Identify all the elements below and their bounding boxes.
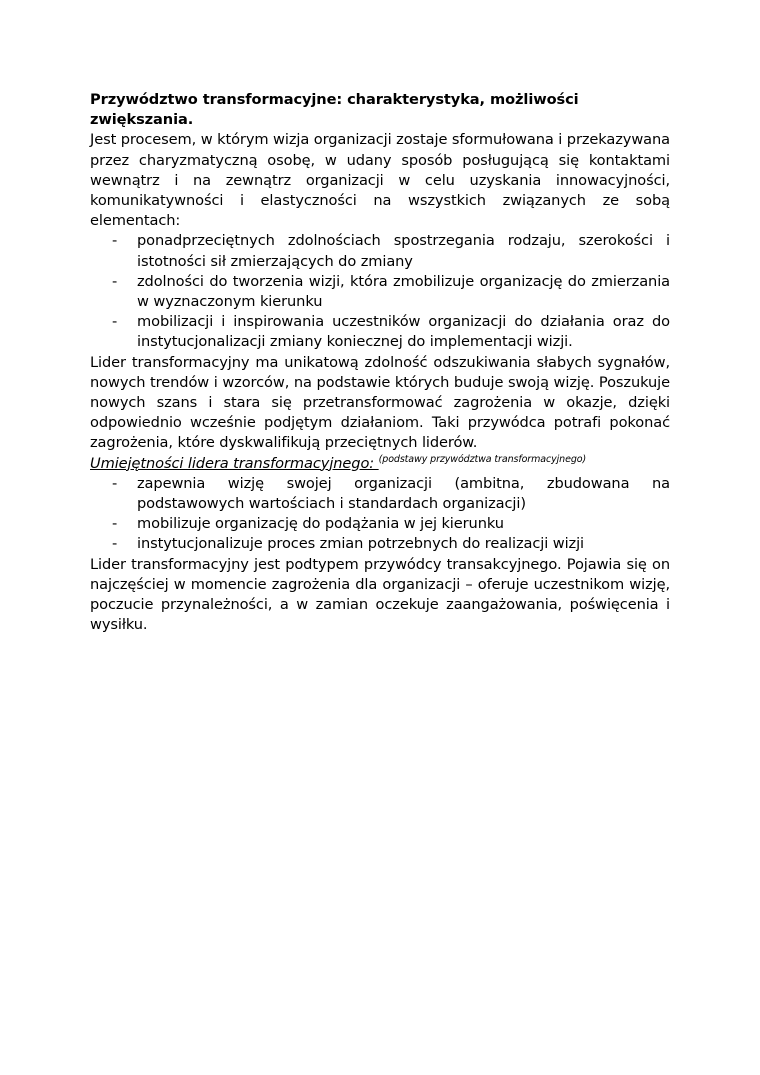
list-item: - ponadprzeciętnych zdolnościach spostrzegania rodzaju, szerokości i istotności sił zmierzających do zmiany: [112, 232, 670, 270]
bullet-dash: -: [112, 515, 118, 533]
bullet-dash: -: [112, 535, 118, 553]
document-page: [90, 90, 670, 635]
bullet-dash: -: [112, 474, 118, 492]
bullet-dash: -: [112, 232, 118, 250]
leader-paragraph: Lider transformacyjny ma unikatową zdolność odszukiwania słabych sygnałów, nowych trendów i wzorców, na podstawie których buduje swoją wizję. Poszukuje nowych szans i stara się przetransformować zagrożenia w okazje, dzięki odpowiednio wcześnie podjętym działaniom. Taki przywódca potrafi pokonać zagrożenia, które dyskwalifikują przeciętnych liderów.: [90, 353, 670, 452]
list-item: - instytucjonalizuje proces zmian potrzebnych do realizacji wizji: [90, 534, 670, 554]
subheading-text: Umiejętności lidera transformacyjnego:: [90, 454, 379, 472]
bullet-dash: -: [112, 272, 118, 290]
closing-paragraph: Lider transformacyjny jest podtypem przywódcy transakcyjnego. Pojawia się on najczęściej w momencie zagrożenia dla organizacji – oferuje uczestnikom wizję, poczucie przynależności, a w zamian oczekuje zaangażowania, poświęcenia i wysiłku.: [90, 555, 670, 634]
abilities-list: [90, 231, 670, 352]
list-item: - mobilizacji i inspirowania uczestników organizacji do działania oraz do instytucjonalizacji zmiany koniecznej do implementacji wizji.: [112, 313, 670, 351]
list-item: - zapewnia wizję swojej organizacji (ambitna, zbudowana na podstawowych wartościach i standardach organizacji): [112, 474, 670, 513]
skills-subheading: [90, 454, 670, 474]
skills-list: [90, 474, 670, 555]
list-item: - mobilizuje organizację do podążania w jej kierunku: [90, 514, 670, 534]
bullet-dash: -: [112, 313, 118, 331]
list-item: - zdolności do tworzenia wizji, która zmobilizuje organizację do zmierzania w wyznaczonym kierunku: [112, 272, 670, 311]
subheading-note: (podstawy przywództwa transformacyjnego): [378, 453, 587, 465]
document-title: Przywództwo transformacyjne: charakterystyka, możliwości zwiększania.: [90, 91, 579, 129]
intro-paragraph: Jest procesem, w którym wizja organizacji zostaje sformułowana i przekazywana przez charyzmatyczną osobę, w udany sposób posługującą się kontaktami wewnątrz i na zewnątrz organizacji w celu uzyskania innowacyjności, komunikatywności i elastyczności na wszystkich związanych ze sobą elementach:: [90, 131, 670, 230]
